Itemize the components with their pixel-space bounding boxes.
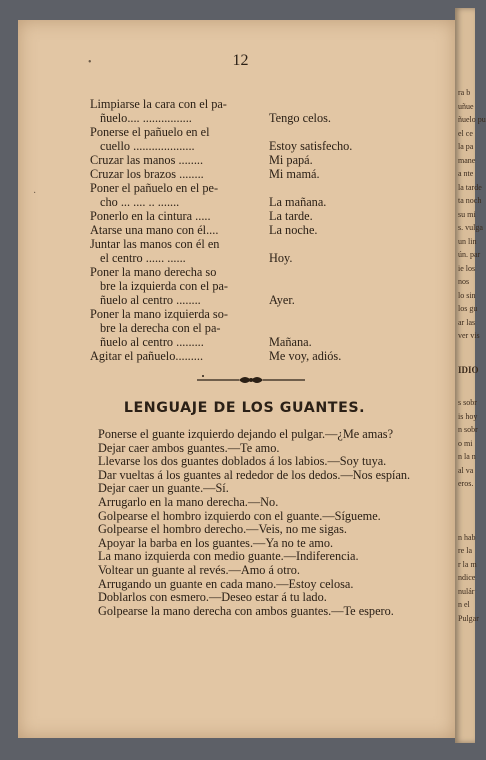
glossary-meaning: Me voy, adiós. (269, 349, 342, 363)
glossary-gesture-line: ñuelo.... ................ (100, 111, 192, 125)
section-title: LENGUAJE DE LOS GUANTES. (123, 400, 366, 416)
adjacent-page-fragment: s sobr (458, 398, 477, 407)
adjacent-page-fragment: ar las (458, 317, 476, 327)
glossary-meaning: Mi mamá. (269, 167, 320, 181)
glove-language-list (80, 428, 430, 618)
adjacent-page-fragment: n la n (458, 452, 476, 461)
glossary-meaning: La mañana. (269, 195, 327, 209)
adjacent-page-fragment: el ce (458, 128, 473, 138)
adjacent-page-fragment: eros. (458, 479, 474, 488)
glove-entry: Golpearse la mano derecha con ambos guantes.—Te espero. (98, 603, 394, 618)
glossary-gesture-line: ñuelo al centro ........ (100, 293, 201, 307)
adjacent-page-fragment: a nte (458, 169, 474, 178)
glove-entry: Ponerse el guante izquierdo dejando el pulgar.—¿Me amas? (98, 427, 394, 441)
glossary-gesture-line: Poner la mano derecha so (90, 265, 217, 279)
glossary-meaning: Mi papá. (269, 153, 313, 167)
adjacent-page-fragment: ñuelo pu (458, 115, 486, 124)
glove-entry: Golpearse el hombro izquierdo con el guante.—Sígueme. (98, 508, 381, 523)
glossary-gesture-line: Limpiarse la cara con el pa- (90, 97, 227, 111)
glove-entry: Arrugando un guante en cada mano.—Estoy celosa. (98, 576, 354, 591)
adjacent-page-fragment: los gu (458, 304, 478, 313)
adjacent-page-fragment: Pulgar (458, 613, 479, 623)
adjacent-page-fragment: ra b (458, 88, 471, 97)
adjacent-page-fragment: nulár (458, 586, 475, 596)
adjacent-page-fragment: ie los (458, 263, 476, 273)
glove-entry: Arrugarlo en la mano derecha.—No. (98, 494, 279, 509)
adjacent-page-fragment: ún. par (458, 250, 481, 259)
glossary-gesture-line: Poner la mano izquierda so- (90, 307, 228, 321)
glossary-meaning: Estoy satisfecho. (269, 139, 353, 153)
adjacent-page-fragment: ta noch (458, 196, 482, 205)
glossary-meaning: Hoy. (269, 251, 293, 265)
adjacent-page-fragment: n hab (458, 532, 476, 542)
adjacent-page-fragment: n sobr (458, 425, 478, 434)
adjacent-page-fragment: la tarde (458, 182, 482, 192)
adjacent-page-fragment: n el (458, 600, 470, 609)
adjacent-page-fragment: la pa (458, 142, 474, 151)
glove-entry: Apoyar la barba en los guantes.—Ya no te amo. (98, 535, 334, 550)
page-number: 12 (232, 52, 249, 69)
glossary-gesture-line: cuello .................... (100, 139, 195, 153)
glove-entry: Llevarse los dos guantes doblados á los labios.—Soy tuya. (98, 454, 387, 469)
adjacent-page-fragment: al va (458, 465, 474, 475)
glossary-gesture-line: Ponerlo en la cintura ..... (90, 209, 211, 223)
ink-speck: • (88, 57, 92, 68)
adjacent-page-fragment: nos (458, 277, 470, 286)
adjacent-page-fragment: re la (458, 546, 472, 555)
glove-entry: Voltear un guante al revés.—Amo á otro. (98, 562, 300, 577)
glove-entry: Golpearse el hombro derecho.—Veis, no me sigas. (98, 522, 347, 537)
glossary-gesture-line: Poner el pañuelo en el pe- (90, 181, 219, 195)
glossary-gesture-line: Atarse una mano con él.... (90, 223, 219, 237)
adjacent-page-fragment: mane (458, 155, 476, 165)
adjacent-page-fragment: s. vulga (458, 223, 483, 232)
glossary-gesture-line: cho ... .... .. ....... (100, 195, 180, 209)
glossary-meaning: La tarde. (269, 209, 313, 223)
glossary-gesture-line: bre la izquierda con el pa- (100, 279, 229, 293)
glossary-gesture-line: Agitar el pañuelo......... (90, 349, 204, 363)
glossary-gesture-line: ñuelo al centro ......... (100, 335, 204, 349)
adjacent-page-fragment: uñue (458, 101, 474, 111)
adjacent-page-fragment: un lin (458, 236, 477, 246)
glossary-meaning: Tengo celos. (269, 111, 331, 125)
glossary-gesture-line: Ponerse el pañuelo en el (90, 125, 210, 139)
glossary-gesture-line: bre la derecha con el pa- (100, 321, 221, 335)
glossary-gesture-line: Juntar las manos con él en (90, 237, 220, 251)
adjacent-page-fragment: lo sin (458, 290, 476, 300)
adjacent-page-fragment: is hoy (458, 411, 478, 421)
glove-entry: La mano izquierda con medio guante.—Indiferencia. (98, 549, 359, 564)
adjacent-page-fragment: IDIO (458, 364, 479, 375)
glove-entry: Dejar caer un guante.—Sí. (98, 481, 229, 496)
ink-speck: · (33, 188, 37, 199)
adjacent-page-edge (455, 8, 486, 743)
adjacent-page-fragment: su mi (458, 209, 476, 219)
adjacent-page-fragment: ndice (458, 573, 476, 582)
adjacent-page-fragment: r la m (458, 559, 477, 569)
glossary-gesture-line: Cruzar las manos ........ (90, 153, 204, 167)
glossary-gesture-line: el centro ...... ...... (100, 251, 186, 265)
glossary-meaning: Mañana. (269, 335, 312, 349)
glossary-gesture-line: Cruzar los brazos ........ (90, 167, 204, 181)
glossary-meaning: Ayer. (269, 293, 295, 307)
adjacent-page-fragment: o mi (458, 438, 473, 448)
glove-entry: Dejar caer ambos guantes.—Te amo. (98, 440, 280, 455)
adjacent-page-fragment: ver vis (458, 331, 480, 340)
ornament-divider (195, 373, 307, 387)
glove-entry: Dar vueltas á los guantes al rededor de los dedos.—Nos espían. (98, 467, 411, 482)
glove-entry: Doblarlos con esmero.—Deseo estar á tu lado. (98, 590, 327, 605)
glossary-meaning: La noche. (269, 223, 318, 237)
